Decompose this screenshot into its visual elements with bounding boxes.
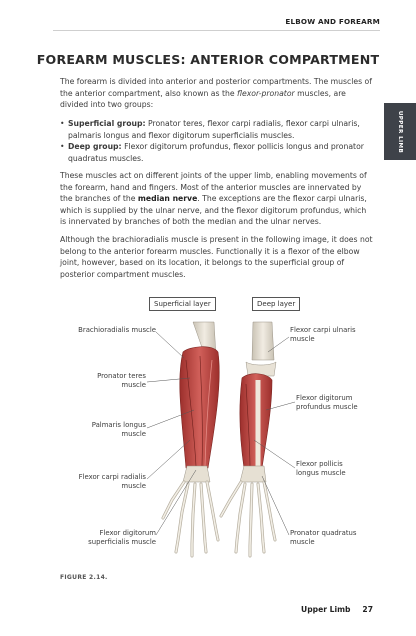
label-flexor-digitorum-profundus: Flexor digitorum profundus muscle: [296, 394, 358, 411]
label-brachioradialis: Brachioradialis muscle: [78, 326, 156, 334]
brachioradialis-paragraph: Although the brachioradialis muscle is present in the following image, it does not belong to the anterior forearm muscles. Functionally it is a flexor of the elbow joint, however, based on its location, it belongs to the superficial group of posterior compartment muscles.: [60, 235, 373, 279]
superficial-forearm: [163, 322, 219, 556]
figure-caption: FIGURE 2.14.: [60, 574, 108, 581]
deep-layer-label: Deep layer: [252, 297, 300, 311]
label-flexor-carpi-radialis: Flexor carpi radialis muscle: [78, 473, 146, 490]
superficial-layer-label: Superficial layer: [149, 297, 216, 311]
running-header: ELBOW AND FOREARM: [285, 17, 380, 26]
label-pronator-quadratus: Pronator quadratus muscle: [290, 529, 357, 546]
label-palmaris-longus: Palmaris longus muscle: [91, 421, 146, 438]
innervation-paragraph: These muscles act on different joints of the upper limb, enabling movements of the forearm, hand and fingers. Most of the anterior muscles are innervated by the branches of the median nerve. The exceptions are the flexor carpi ulnaris, which is supplied by the ulnar nerve, and the flexor digitorum profundus, which is innervated by branches of both the median and the ulnar nerves.: [60, 171, 367, 227]
label-flexor-pollicis-longus: Flexor pollicis longus muscle: [296, 460, 346, 477]
list-item: • Deep group: Flexor digitorum profundus, flexor pollicis longus and pronator quadratus muscles.: [60, 142, 364, 163]
page-footer: [301, 605, 373, 614]
deep-forearm: [221, 322, 276, 556]
intro-paragraph: The forearm is divided into anterior and posterior compartments. The muscles of the anterior compartment, also known as the flexor-pronator muscles, are divided into two groups:: [60, 77, 372, 110]
list-item: • Superficial group: Pronator teres, flexor carpi radialis, flexor carpi ulnaris, palmaris longus and flexor digitorum superficialis muscles.: [60, 119, 360, 140]
page-number: 27: [362, 605, 373, 614]
label-flexor-digitorum-superficialis: Flexor digitorum superficialis muscle: [88, 529, 156, 546]
page-title: FOREARM MUSCLES: ANTERIOR COMPARTMENT: [36, 52, 380, 67]
label-flexor-carpi-ulnaris: Flexor carpi ulnaris muscle: [290, 326, 356, 343]
side-tab-label: UPPER LIMB: [397, 110, 403, 153]
footer-section: Upper Limb: [301, 605, 351, 614]
label-pronator-teres: Pronator teres muscle: [97, 372, 146, 389]
